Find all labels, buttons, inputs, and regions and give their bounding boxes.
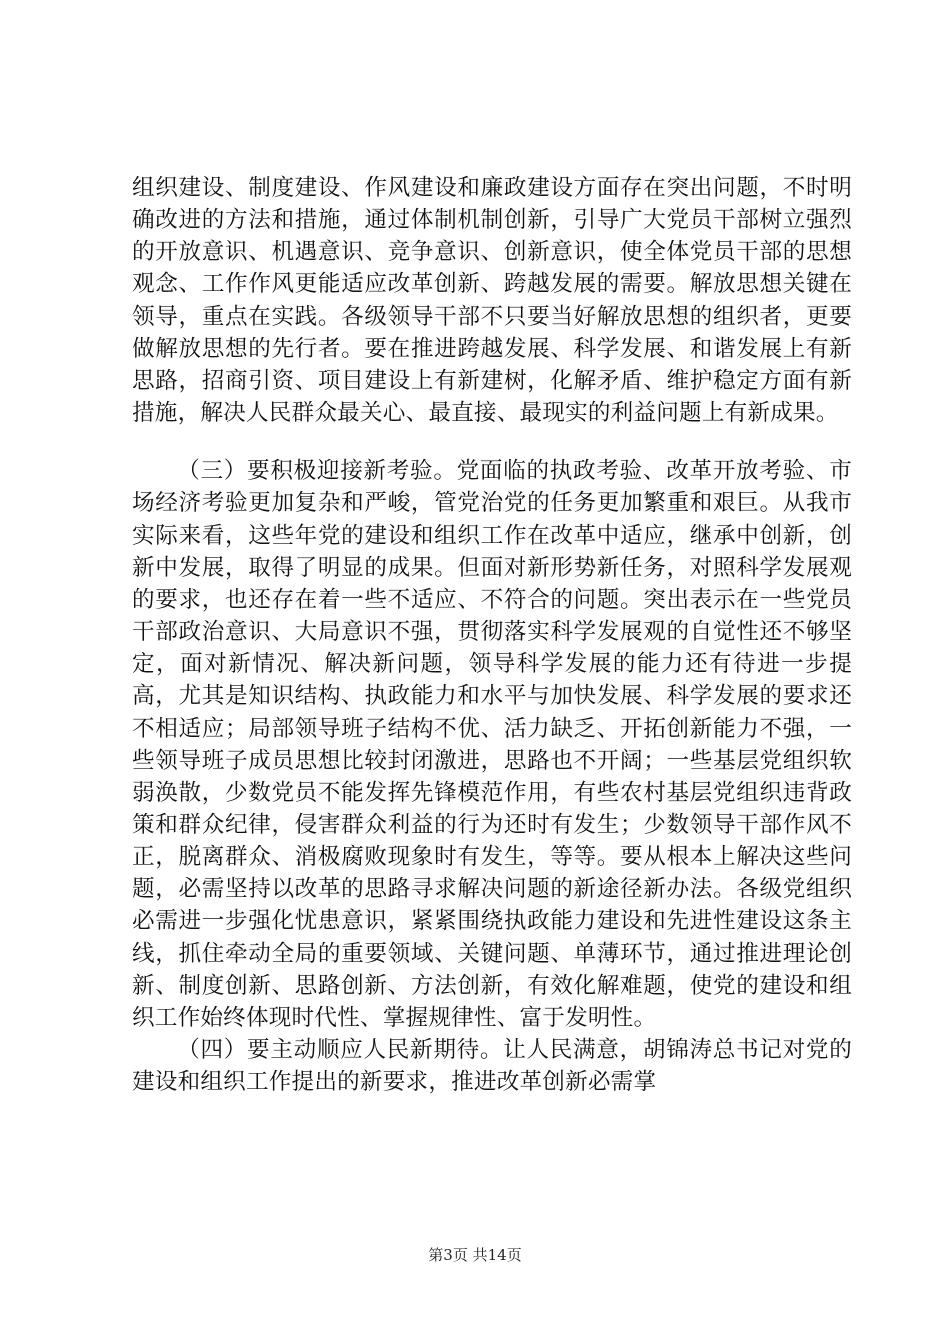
paragraph-section-four: （四）要主动顺应人民新期待。让人民满意，胡锦涛总书记对党的建设和组织工作提出的新要求，推进改革创新必需掌 — [132, 1037, 852, 1096]
paragraph-section-three: （三）要积极迎接新考验。党面临的执政考验、改革开放考验、市场经济考验更加复杂和严峻，管党治党的任务更加繁重和艰巨。从我市实际来看，这些年党的建设和组织工作在改革中适应，继承中创新，创新中发展，取得了明显的成果。但面对新形势新任务，对照科学发展观的要求，也还存在着一些不适应、不符合的问题。突出表示在一些党员干部政治意识、大局意识不强，贯彻落实科学发展观的自觉性还不够坚定，面对新情况、解决新问题，领导科学发展的能力还有待进一步提高，尤其是知识结构、执政能力和水平与加快发展、科学发展的要求还不相适应；局部领导班子结构不优、活力缺乏、开拓创新能力不强，一些领导班子成员思想比较封闭激进，思路也不开阔；一些基层党组织软弱涣散，少数党员不能发挥先锋模范作用，有些农村基层党组织违背政策和群众纪律，侵害群众利益的行为还时有发生；少数领导干部作风不正，脱离群众、消极腐败现象时有发生，等等。要从根本上解决这些问题，必需坚持以改革的思路寻求解决问题的新途径新办法。各级党组织必需进一步强化忧患意识，紧紧围绕执政能力建设和先进性建设这条主线，抓住牵动全局的重要领域、关键问题、单薄环节，通过推进理论创新、制度创新、思路创新、方法创新，有效化解难题，使党的建设和组织工作始终体现时代性、掌握规律性、富于发明性。 — [132, 458, 852, 1031]
paragraph-continued: 组织建设、制度建设、作风建设和廉政建设方面存在突出问题，不时明确改进的方法和措施，通过体制机制创新，引导广大党员干部树立强烈的开放意识、机遇意识、竞争意识、创新意识，使全体党员干部的思想观念、工作作风更能适应改革创新、跨越发展的需要。解放思想关键在领导，重点在实践。各级领导干部不只要当好解放思想的组织者，更要做解放思想的先行者。要在推进跨越发展、科学发展、和谐发展上有新思路，招商引资、项目建设上有新建树，化解矛盾、维护稳定方面有新措施，解决人民群众最关心、最直接、最现实的利益问题上有新成果。 — [132, 175, 852, 427]
page-number-footer: 第3页 共14页 — [428, 1246, 522, 1264]
document-body — [132, 172, 852, 1098]
